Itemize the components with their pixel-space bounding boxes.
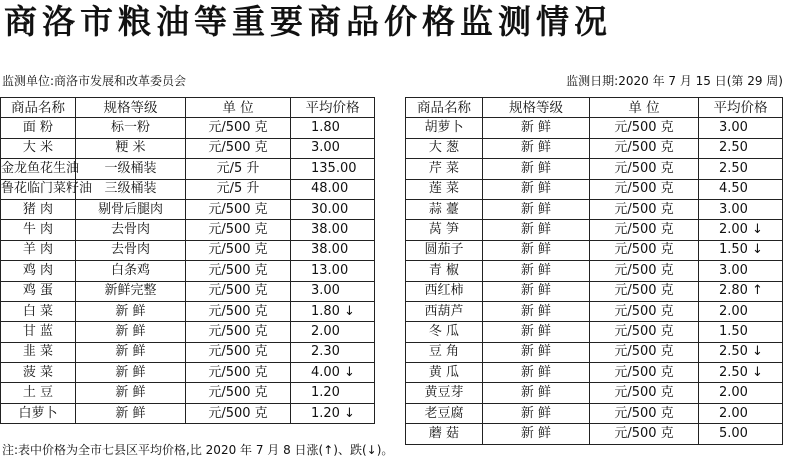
unit-cell: 元/500 克 [186, 138, 291, 158]
unit-cell: 元/500 克 [590, 424, 699, 444]
table-row [1, 240, 375, 260]
table-row [406, 342, 783, 362]
price-value: 3.00 [311, 140, 340, 156]
price-value: 3.00 [719, 201, 748, 217]
unit-cell: 元/500 克 [186, 403, 291, 423]
spec-cell: 标一粉 [76, 118, 186, 138]
product-name-cell: 蒜 薹 [406, 199, 483, 219]
unit-cell: 元/5 升 [186, 179, 291, 199]
price-value: 1.80 [311, 303, 340, 319]
product-name-cell: 猪 肉 [1, 199, 76, 219]
price-value: 4.50 [719, 181, 748, 197]
price-cell [699, 199, 783, 219]
price-value: 1.20 [311, 405, 340, 421]
table-row [406, 403, 783, 423]
unit-cell: 元/500 克 [186, 118, 291, 138]
table-row [406, 118, 783, 138]
spec-cell: 新 鲜 [483, 383, 590, 403]
product-name-cell: 金龙鱼花生油 [1, 159, 76, 179]
unit-cell: 元/500 克 [590, 138, 699, 158]
price-value: 2.50 [719, 364, 748, 380]
price-cell [699, 322, 783, 342]
product-name-cell: 大 米 [1, 138, 76, 158]
product-name-cell: 面 粉 [1, 118, 76, 138]
spec-cell: 一级桶装 [76, 159, 186, 179]
price-down-arrow-icon: ↓ [751, 222, 763, 238]
product-name-cell: 黄豆芽 [406, 383, 483, 403]
price-down-arrow-icon: ↓ [751, 242, 763, 258]
unit-cell: 元/500 克 [590, 363, 699, 383]
price-cell [291, 179, 375, 199]
table-row [406, 383, 783, 403]
spec-cell: 新 鲜 [76, 383, 186, 403]
price-table-left [0, 97, 375, 424]
price-value: 2.50 [719, 160, 748, 176]
product-name-cell: 黄 瓜 [406, 363, 483, 383]
product-name-cell: 芹 菜 [406, 159, 483, 179]
price-value: 3.00 [311, 283, 340, 299]
price-cell [699, 383, 783, 403]
price-value: 38.00 [311, 222, 349, 238]
header-unit: 单 位 [590, 98, 699, 118]
price-value: 2.30 [311, 344, 340, 360]
unit-cell: 元/500 克 [590, 301, 699, 321]
table-row [1, 261, 375, 281]
price-cell [291, 403, 375, 423]
price-cell [699, 281, 783, 301]
price-cell [291, 138, 375, 158]
product-name-cell: 冬 瓜 [406, 322, 483, 342]
table-row [1, 138, 375, 158]
table-row [406, 240, 783, 260]
product-name-cell: 土 豆 [1, 383, 76, 403]
price-value: 3.00 [719, 120, 748, 136]
table-row [1, 118, 375, 138]
unit-cell: 元/500 克 [590, 118, 699, 138]
unit-cell: 元/500 克 [186, 383, 291, 403]
price-table-right [405, 97, 783, 445]
product-name-cell: 鸡 肉 [1, 261, 76, 281]
table-row [406, 179, 783, 199]
spec-cell: 新 鲜 [483, 363, 590, 383]
table-row [406, 424, 783, 444]
price-value: 30.00 [311, 201, 349, 217]
spec-cell: 新 鲜 [483, 199, 590, 219]
price-value: 2.80 [719, 283, 748, 299]
table-row [1, 199, 375, 219]
price-value: 1.80 [311, 120, 340, 136]
unit-cell: 元/500 克 [186, 301, 291, 321]
price-cell [699, 301, 783, 321]
price-down-arrow-icon: ↓ [751, 344, 763, 360]
table-row [406, 220, 783, 240]
product-name-cell: 老豆腐 [406, 403, 483, 423]
unit-cell: 元/500 克 [186, 322, 291, 342]
product-name-cell: 大 葱 [406, 138, 483, 158]
unit-cell: 元/500 克 [590, 159, 699, 179]
price-value: 2.00 [719, 385, 748, 401]
table-header-row [1, 98, 375, 118]
spec-cell: 新鲜完整 [76, 281, 186, 301]
price-value: 2.00 [719, 405, 748, 421]
unit-cell: 元/500 克 [590, 240, 699, 260]
price-value: 1.50 [719, 323, 748, 339]
price-value: 3.00 [719, 262, 748, 278]
table-row [406, 301, 783, 321]
unit-cell: 元/500 克 [590, 199, 699, 219]
unit-cell: 元/500 克 [590, 322, 699, 342]
price-cell [291, 261, 375, 281]
spec-cell: 剔骨后腿肉 [76, 199, 186, 219]
product-name-cell: 羊 肉 [1, 240, 76, 260]
spec-cell: 新 鲜 [483, 179, 590, 199]
spec-cell: 新 鲜 [483, 342, 590, 362]
price-cell [291, 159, 375, 179]
table-row [1, 179, 375, 199]
header-spec: 规格等级 [76, 98, 186, 118]
table-row [406, 322, 783, 342]
unit-cell: 元/500 克 [590, 281, 699, 301]
price-cell [291, 281, 375, 301]
footnote: 注:表中价格为全市七县区平均价格,比 2020 年 7 月 8 日涨(↑)、跌(↓)。 [2, 443, 394, 457]
product-name-cell: 白萝卜 [1, 403, 76, 423]
spec-cell: 新 鲜 [483, 138, 590, 158]
unit-cell: 元/500 克 [186, 342, 291, 362]
table-row [1, 322, 375, 342]
price-value: 48.00 [311, 181, 349, 197]
product-name-cell: 韭 菜 [1, 342, 76, 362]
spec-cell: 新 鲜 [483, 159, 590, 179]
product-name-cell: 鲁花临门菜籽油 [1, 179, 76, 199]
product-name-cell: 莲 菜 [406, 179, 483, 199]
table-row [406, 138, 783, 158]
spec-cell: 新 鲜 [483, 220, 590, 240]
spec-cell: 新 鲜 [76, 301, 186, 321]
spec-cell: 新 鲜 [76, 342, 186, 362]
product-name-cell: 甘 蓝 [1, 322, 76, 342]
header-name: 商品名称 [406, 98, 483, 118]
price-cell [291, 240, 375, 260]
table-header-row [406, 98, 783, 118]
table-row [1, 403, 375, 423]
product-name-cell: 青 椒 [406, 261, 483, 281]
unit-cell: 元/500 克 [186, 199, 291, 219]
price-cell [291, 342, 375, 362]
table-row [1, 342, 375, 362]
unit-cell: 元/500 克 [590, 342, 699, 362]
product-name-cell: 胡萝卜 [406, 118, 483, 138]
price-cell [291, 301, 375, 321]
spec-cell: 去骨肉 [76, 240, 186, 260]
price-cell [699, 159, 783, 179]
table-row [1, 220, 375, 240]
price-cell [699, 424, 783, 444]
spec-cell: 新 鲜 [76, 363, 186, 383]
header-unit: 单 位 [186, 98, 291, 118]
price-cell [291, 322, 375, 342]
product-name-cell: 蘑 菇 [406, 424, 483, 444]
table-row [406, 363, 783, 383]
price-value: 1.50 [719, 242, 748, 258]
price-cell [699, 261, 783, 281]
price-up-arrow-icon: ↑ [751, 283, 763, 299]
price-down-arrow-icon: ↓ [343, 364, 355, 380]
product-name-cell: 豆 角 [406, 342, 483, 362]
price-cell [291, 118, 375, 138]
unit-cell: 元/500 克 [186, 363, 291, 383]
spec-cell: 新 鲜 [483, 240, 590, 260]
unit-cell: 元/500 克 [590, 179, 699, 199]
product-name-cell: 西红柿 [406, 281, 483, 301]
price-value: 4.00 [311, 364, 340, 380]
spec-cell: 去骨肉 [76, 220, 186, 240]
spec-cell: 新 鲜 [483, 424, 590, 444]
product-name-cell: 鸡 蛋 [1, 281, 76, 301]
spec-cell: 三级桶装 [76, 179, 186, 199]
table-row [406, 199, 783, 219]
spec-cell: 新 鲜 [76, 403, 186, 423]
price-cell [291, 220, 375, 240]
price-value: 38.00 [311, 242, 349, 258]
spec-cell: 新 鲜 [483, 118, 590, 138]
price-cell [699, 118, 783, 138]
spec-cell: 新 鲜 [483, 281, 590, 301]
unit-cell: 元/500 克 [590, 403, 699, 423]
table-row [406, 281, 783, 301]
price-value: 13.00 [311, 262, 349, 278]
price-cell [699, 342, 783, 362]
price-cell [291, 363, 375, 383]
price-value: 135.00 [311, 160, 357, 176]
spec-cell: 新 鲜 [483, 261, 590, 281]
table-row [406, 159, 783, 179]
spec-cell: 粳 米 [76, 138, 186, 158]
header-price: 平均价格 [291, 98, 375, 118]
monitoring-date: 监测日期:2020 年 7 月 15 日(第 29 周) [566, 74, 783, 88]
spec-cell: 新 鲜 [483, 301, 590, 321]
header-name: 商品名称 [1, 98, 76, 118]
spec-cell: 新 鲜 [483, 322, 590, 342]
price-down-arrow-icon: ↓ [343, 405, 355, 421]
table-row [1, 363, 375, 383]
table-row [406, 261, 783, 281]
unit-cell: 元/500 克 [186, 220, 291, 240]
table-row [1, 301, 375, 321]
price-cell [291, 199, 375, 219]
page-title: 商洛市粮油等重要商品价格监测情况 [4, 2, 612, 41]
price-value: 2.00 [311, 323, 340, 339]
table-row [1, 159, 375, 179]
price-cell [291, 383, 375, 403]
spec-cell: 白条鸡 [76, 261, 186, 281]
monitoring-unit: 监测单位:商洛市发展和改革委员会 [2, 74, 187, 88]
price-down-arrow-icon: ↓ [751, 364, 763, 380]
header-spec: 规格等级 [483, 98, 590, 118]
price-cell [699, 403, 783, 423]
unit-cell: 元/500 克 [590, 220, 699, 240]
price-value: 2.50 [719, 344, 748, 360]
price-value: 2.50 [719, 140, 748, 156]
unit-cell: 元/500 克 [186, 261, 291, 281]
price-value: 5.00 [719, 425, 748, 441]
product-name-cell: 白 菜 [1, 301, 76, 321]
product-name-cell: 菠 菜 [1, 363, 76, 383]
spec-cell: 新 鲜 [483, 403, 590, 423]
table-row [1, 383, 375, 403]
unit-cell: 元/5 升 [186, 159, 291, 179]
unit-cell: 元/500 克 [590, 383, 699, 403]
product-name-cell: 圆茄子 [406, 240, 483, 260]
price-value: 2.00 [719, 303, 748, 319]
unit-cell: 元/500 克 [186, 281, 291, 301]
product-name-cell: 莴 笋 [406, 220, 483, 240]
price-cell [699, 240, 783, 260]
spec-cell: 新 鲜 [76, 322, 186, 342]
price-cell [699, 363, 783, 383]
price-cell [699, 179, 783, 199]
unit-cell: 元/500 克 [590, 261, 699, 281]
price-cell [699, 138, 783, 158]
product-name-cell: 牛 肉 [1, 220, 76, 240]
price-cell [699, 220, 783, 240]
price-down-arrow-icon: ↓ [343, 303, 355, 319]
price-value: 2.00 [719, 222, 748, 238]
header-price: 平均价格 [699, 98, 783, 118]
table-row [1, 281, 375, 301]
unit-cell: 元/500 克 [186, 240, 291, 260]
product-name-cell: 西葫芦 [406, 301, 483, 321]
price-value: 1.20 [311, 385, 340, 401]
